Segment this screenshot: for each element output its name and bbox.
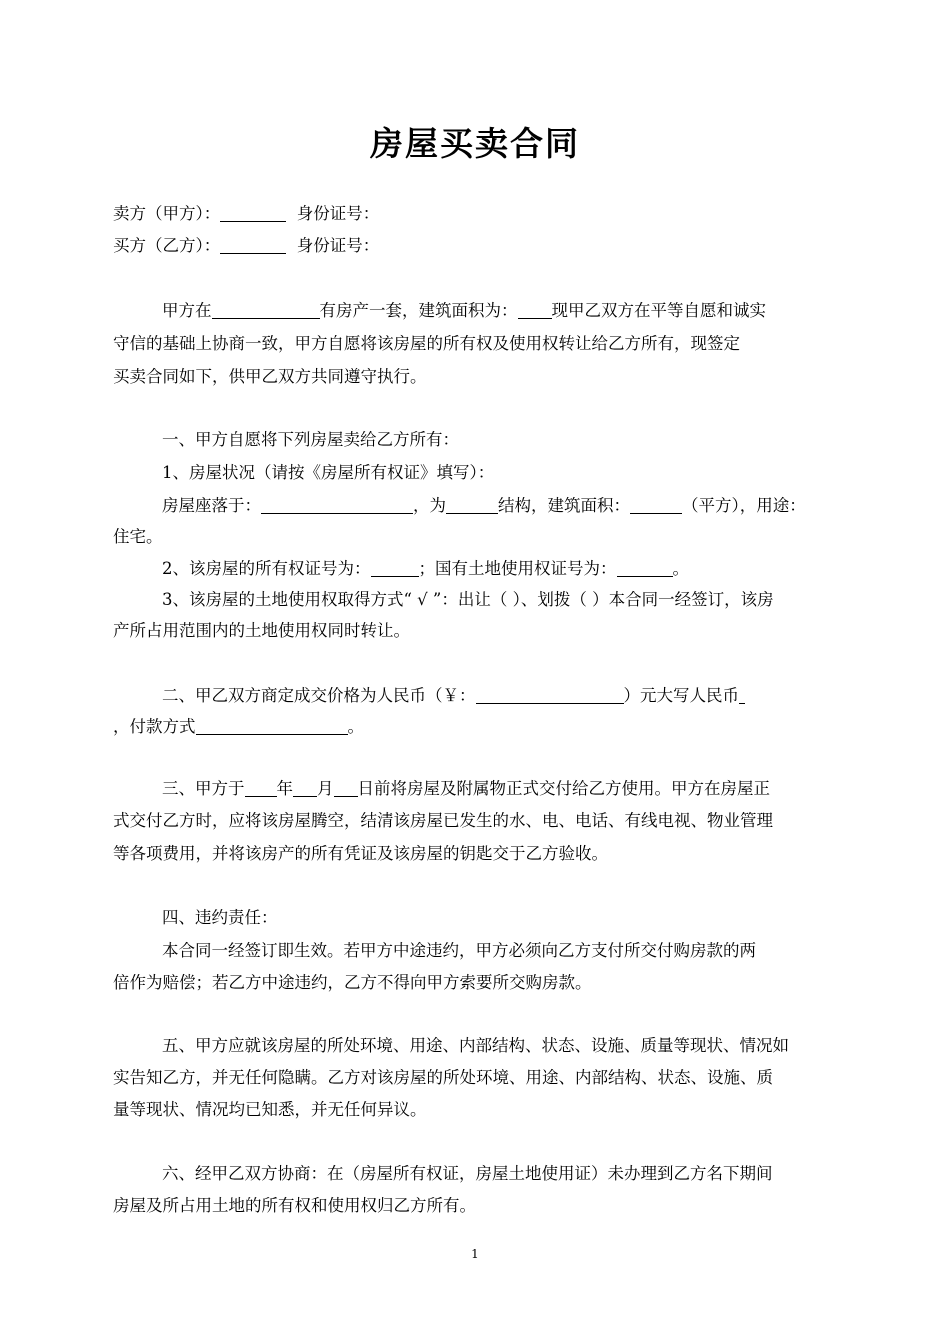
location-text: 结构，建筑面积： (498, 496, 630, 515)
ownership-cert-blank[interactable] (371, 558, 419, 577)
delivery-text: 日前将房屋及附属物正式交付给乙方使用。甲方在房屋正 (357, 779, 770, 798)
location-blank[interactable] (261, 495, 413, 514)
intro-line-3: 买卖合同如下，供甲乙双方共同遵守执行。 (113, 367, 427, 386)
year-blank[interactable] (245, 778, 277, 797)
section-1-item-3-cont: 产所占用范围内的土地使用权同时转让。 (113, 621, 410, 640)
price-text: 二、甲乙双方商定成交价格为人民币（￥： (162, 686, 476, 705)
payment-text: ，付款方式 (113, 717, 196, 736)
buyer-name-blank[interactable] (220, 235, 286, 254)
building-area-blank[interactable] (630, 495, 682, 514)
buyer-line (113, 229, 837, 263)
page-number: 1 (471, 1247, 479, 1261)
intro-line-1 (113, 294, 837, 328)
property-location-blank[interactable] (212, 300, 320, 319)
document-title: 房屋买卖合同 (370, 124, 580, 163)
section-2-line-2 (113, 710, 837, 744)
section-4-heading: 四、违约责任： (162, 908, 278, 927)
section-2-line-1 (113, 679, 837, 713)
section-5-line-3: 量等现状、情况均已知悉，并无任何异议。 (113, 1100, 427, 1119)
price-text: ）元大写人民币 (623, 686, 739, 705)
item2-text: 2、该房屋的所有权证号为： (162, 559, 371, 578)
buyer-id-label: 身份证号： (296, 236, 380, 255)
section-1-location-line-2: 住宅。 (113, 527, 163, 546)
section-1-item-3: 3、该房屋的土地使用权取得方式“ √ ”：出让（ ）、划拨（ ）本合同一经签订，该房 (162, 590, 774, 609)
day-blank[interactable] (334, 778, 358, 797)
section-1-location-line (113, 489, 837, 523)
seller-line (113, 197, 837, 231)
delivery-text: 年 (276, 779, 293, 798)
section-3-line-3: 等各项费用，并将该房产的所有凭证及该房屋的钥匙交于乙方验收。 (113, 844, 608, 863)
seller-id-label: 身份证号： (296, 204, 380, 223)
buyer-label: 买方（乙方）： (113, 236, 221, 255)
payment-method-blank[interactable] (196, 716, 348, 735)
section-6-line-1: 六、经甲乙双方协商：在（房屋所有权证，房屋土地使用证）未办理到乙方名下期间 (162, 1164, 773, 1183)
section-5-line-1: 五、甲方应就该房屋的所处环境、用途、内部结构、状态、设施、质量等现状、情况如 (162, 1036, 789, 1055)
price-blank[interactable] (476, 685, 624, 704)
section-1-heading: 一、甲方自愿将下列房屋卖给乙方所有： (162, 430, 459, 449)
structure-blank[interactable] (446, 495, 498, 514)
location-text: （平方），用途： (682, 496, 806, 515)
month-blank[interactable] (293, 778, 317, 797)
section-3-line-1 (113, 772, 837, 806)
section-1-item-1: 1、房屋状况（请按《房屋所有权证》填写）： (162, 463, 495, 482)
intro-text: 现甲乙双方在平等自愿和诚实 (551, 301, 766, 320)
section-4-line-2: 倍作为赔偿；若乙方中途违约，乙方不得向甲方索要所交购房款。 (113, 973, 592, 992)
price-words-blank[interactable] (739, 685, 745, 704)
land-cert-blank[interactable] (617, 558, 673, 577)
area-blank[interactable] (518, 300, 552, 319)
section-3-line-2: 式交付乙方时，应将该房屋腾空，结清该房屋已发生的水、电、电话、有线电视、物业管理 (113, 811, 773, 830)
delivery-text: 月 (317, 779, 334, 798)
seller-name-blank[interactable] (220, 203, 286, 222)
seller-label: 卖方（甲方）： (113, 204, 221, 223)
section-5-line-2: 实告知乙方，并无任何隐瞒。乙方对该房屋的所处环境、用途、内部结构、状态、设施、质 (113, 1068, 773, 1087)
payment-text: 。 (347, 717, 364, 736)
location-text: 房屋座落于： (162, 496, 261, 515)
section-6-line-2: 房屋及所占用土地的所有权和使用权归乙方所有。 (113, 1196, 476, 1215)
delivery-text: 三、甲方于 (162, 779, 245, 798)
intro-text: 有房产一套，建筑面积为： (319, 301, 518, 320)
item2-text: 。 (672, 559, 689, 578)
intro-text: 甲方在 (162, 301, 212, 320)
item2-text: ；国有土地使用权证号为： (418, 559, 617, 578)
section-1-item-2 (113, 552, 837, 586)
location-text: ，为 (413, 496, 446, 515)
section-4-line-1: 本合同一经签订即生效。若甲方中途违约，甲方必须向乙方支付所交付购房款的两 (162, 941, 756, 960)
intro-line-2: 守信的基础上协商一致，甲方自愿将该房屋的所有权及使用权转让给乙方所有，现签定 (113, 334, 740, 353)
